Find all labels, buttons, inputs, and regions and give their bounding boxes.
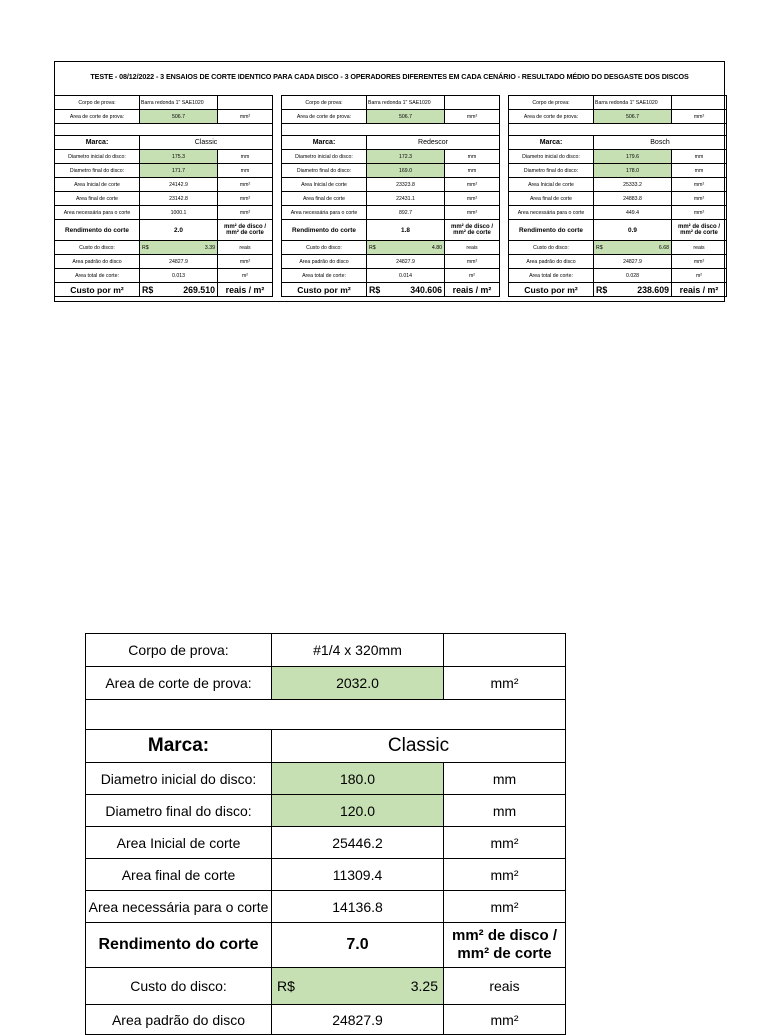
- unit-mm2: mm²: [218, 178, 273, 192]
- value-marca: Redescor: [367, 136, 500, 150]
- value-diam-fin: 169.0: [367, 164, 445, 178]
- label-area-ini: Area Inicial de corte: [86, 827, 272, 859]
- unit-mm2: mm²: [445, 255, 500, 269]
- value-diam-ini: 172.3: [367, 150, 445, 164]
- label-marca: Marca:: [55, 136, 140, 150]
- unit-mm2: mm²: [444, 859, 566, 891]
- value-corpo: Barra redonda 1" SAE1020: [594, 96, 672, 110]
- unit-mm2: mm²: [672, 110, 727, 124]
- blank-row: [282, 124, 500, 136]
- label-corpo: Corpo de prova:: [509, 96, 594, 110]
- unit-mm2: mm²: [218, 110, 273, 124]
- unit-reais-m2: reais / m²: [672, 283, 727, 297]
- unit-mm2: mm²: [672, 192, 727, 206]
- unit-mm: mm: [218, 164, 273, 178]
- unit-mm: mm: [218, 150, 273, 164]
- currency-symbol: R$: [369, 284, 381, 295]
- label-area-prova: Area de corte de prova:: [86, 667, 272, 700]
- unit-reais: reais: [445, 241, 500, 255]
- empty-cell: [444, 634, 566, 667]
- value-custo: [272, 968, 444, 1005]
- label-diam-ini: Diametro inicial do disco:: [282, 150, 367, 164]
- label-marca: Marca:: [282, 136, 367, 150]
- label-custo-m2: Custo por m²: [509, 283, 594, 297]
- unit-mm: mm: [445, 164, 500, 178]
- label-custo-m2: Custo por m²: [55, 283, 140, 297]
- value-area-prova: 506.7: [367, 110, 445, 124]
- value-area-ini: 24142.9: [140, 178, 218, 192]
- label-marca: Marca:: [509, 136, 594, 150]
- custo-m2-amount: 238.609: [637, 284, 669, 295]
- value-area-nec: 449.4: [594, 206, 672, 220]
- value-rendimento: 1.8: [367, 220, 445, 241]
- unit-m2: m²: [218, 269, 273, 283]
- label-area-total: Area total de corte:: [509, 269, 594, 283]
- value-custo: [367, 241, 445, 255]
- currency-symbol: R$: [369, 244, 376, 251]
- test-table-redescor: [281, 95, 500, 297]
- value-area-nec: 892.7: [367, 206, 445, 220]
- label-area-total: Area total de corte:: [282, 269, 367, 283]
- value-marca: Classic: [272, 730, 566, 763]
- unit-rendimento: mm² de disco / mm² de corte: [444, 923, 566, 968]
- label-diam-fin: Diametro final do disco:: [282, 164, 367, 178]
- custo-amount: 3.39: [204, 244, 215, 251]
- value-diam-ini: 179.6: [594, 150, 672, 164]
- label-area-fin: Area final de corte: [509, 192, 594, 206]
- currency-symbol: R$: [596, 244, 603, 251]
- value-area-fin: 23142.8: [140, 192, 218, 206]
- currency-symbol: R$: [142, 284, 154, 295]
- value-area-padrao: 24827.9: [367, 255, 445, 269]
- unit-m2: m²: [445, 269, 500, 283]
- label-area-padrao: Area padrão do disco: [55, 255, 140, 269]
- label-diam-fin: Diametro final do disco:: [55, 164, 140, 178]
- value-custo: [140, 241, 218, 255]
- value-corpo: #1/4 x 320mm: [272, 634, 444, 667]
- value-area-total: 0.028: [594, 269, 672, 283]
- value-area-fin: 11309.4: [272, 859, 444, 891]
- unit-mm2: mm²: [445, 192, 500, 206]
- unit-mm: mm: [672, 164, 727, 178]
- value-diam-fin: 178.0: [594, 164, 672, 178]
- test-table-classic: [54, 95, 273, 297]
- unit-mm: mm: [444, 763, 566, 795]
- blank-row: [509, 124, 727, 136]
- value-custo-m2: [594, 283, 672, 297]
- value-diam-fin: 171.7: [140, 164, 218, 178]
- unit-reais-m2: reais / m²: [218, 283, 273, 297]
- label-rendimento: Rendimento do corte: [86, 923, 272, 968]
- value-marca: Bosch: [594, 136, 727, 150]
- unit-mm2: mm²: [672, 255, 727, 269]
- unit-mm2: mm²: [445, 206, 500, 220]
- empty-cell: [218, 96, 273, 110]
- value-rendimento: 0.9: [594, 220, 672, 241]
- unit-rendimento: mm² de disco / mm² de corte: [672, 220, 727, 241]
- label-area-nec: Area necessária para o corte: [55, 206, 140, 220]
- unit-mm2: mm²: [444, 891, 566, 923]
- value-area-fin: 24883.8: [594, 192, 672, 206]
- label-corpo: Corpo de prova:: [86, 634, 272, 667]
- unit-rendimento: mm² de disco / mm² de corte: [218, 220, 273, 241]
- label-area-fin: Area final de corte: [282, 192, 367, 206]
- unit-mm2: mm²: [672, 178, 727, 192]
- report-title: TESTE - 08/12/2022 - 3 ENSAIOS DE CORTE IDENTICO PARA CADA DISCO - 3 OPERADORES DIFERENTES EM CADA CENÁRIO - RESULTADO MÉDIO DO DESGASTE DOS DISCOS: [90, 71, 689, 81]
- value-area-nec: 1000.1: [140, 206, 218, 220]
- label-area-padrao: Area padrão do disco: [282, 255, 367, 269]
- unit-mm2: mm²: [672, 206, 727, 220]
- value-area-nec: 14136.8: [272, 891, 444, 923]
- label-area-nec: Area necessária para o corte: [86, 891, 272, 923]
- value-area-prova: 2032.0: [272, 667, 444, 700]
- value-diam-ini: 180.0: [272, 763, 444, 795]
- label-area-fin: Area final de corte: [55, 192, 140, 206]
- unit-mm: mm: [445, 150, 500, 164]
- label-area-padrao: Area padrão do disco: [86, 1005, 272, 1035]
- label-area-fin: Area final de corte: [86, 859, 272, 891]
- custo-m2-amount: 269.510: [183, 284, 215, 295]
- label-area-nec: Area necessária para o corte: [282, 206, 367, 220]
- label-area-prova: Area de corte de prova:: [282, 110, 367, 124]
- value-area-prova: 506.7: [594, 110, 672, 124]
- unit-reais: reais: [444, 968, 566, 1005]
- label-rendimento: Rendimento do corte: [509, 220, 594, 241]
- label-area-total: Area total de corte:: [55, 269, 140, 283]
- value-area-padrao: 24827.9: [594, 255, 672, 269]
- value-rendimento: 2.0: [140, 220, 218, 241]
- unit-mm2: mm²: [444, 1005, 566, 1035]
- value-area-padrao: 24827.9: [272, 1005, 444, 1035]
- label-corpo: Corpo de prova:: [55, 96, 140, 110]
- value-area-total: 0.013: [140, 269, 218, 283]
- value-custo-m2: [140, 283, 218, 297]
- label-rendimento: Rendimento do corte: [55, 220, 140, 241]
- label-area-ini: Area Inicial de corte: [509, 178, 594, 192]
- value-area-prova: 506.7: [140, 110, 218, 124]
- label-rendimento: Rendimento do corte: [282, 220, 367, 241]
- label-diam-fin: Diametro final do disco:: [86, 795, 272, 827]
- unit-mm2: mm²: [218, 255, 273, 269]
- unit-mm2: mm²: [445, 110, 500, 124]
- currency-symbol: R$: [596, 284, 608, 295]
- label-area-padrao: Area padrão do disco: [509, 255, 594, 269]
- blank-row: [86, 700, 566, 730]
- value-area-ini: 23323.8: [367, 178, 445, 192]
- currency-symbol: R$: [142, 244, 149, 251]
- label-area-ini: Area Inicial de corte: [282, 178, 367, 192]
- empty-cell: [672, 96, 727, 110]
- unit-reais-m2: reais / m²: [445, 283, 500, 297]
- label-custo: Custo do disco:: [55, 241, 140, 255]
- custo-amount: 6.68: [658, 244, 669, 251]
- label-diam-ini: Diametro inicial do disco:: [55, 150, 140, 164]
- value-area-total: 0.014: [367, 269, 445, 283]
- empty-cell: [445, 96, 500, 110]
- label-corpo: Corpo de prova:: [282, 96, 367, 110]
- value-marca: Classic: [140, 136, 273, 150]
- value-corpo: Barra redonda 1" SAE1020: [140, 96, 218, 110]
- label-diam-fin: Diametro final do disco:: [509, 164, 594, 178]
- blank-row: [55, 124, 273, 136]
- label-area-prova: Area de corte de prova:: [55, 110, 140, 124]
- value-diam-ini: 175.3: [140, 150, 218, 164]
- unit-mm2: mm²: [218, 192, 273, 206]
- value-custo-m2: [367, 283, 445, 297]
- value-area-ini: 25446.2: [272, 827, 444, 859]
- label-area-ini: Area Inicial de corte: [55, 178, 140, 192]
- value-area-padrao: 24827.9: [140, 255, 218, 269]
- label-diam-ini: Diametro inicial do disco:: [86, 763, 272, 795]
- unit-mm: mm: [444, 795, 566, 827]
- value-area-ini: 25333.2: [594, 178, 672, 192]
- test-table-bosch: [508, 95, 727, 297]
- detail-table-classic: [85, 633, 566, 1035]
- custo-amount: 4.80: [431, 244, 442, 251]
- unit-mm2: mm²: [444, 827, 566, 859]
- custo-amount: 3.25: [410, 978, 438, 994]
- unit-rendimento: mm² de disco / mm² de corte: [445, 220, 500, 241]
- unit-mm2: mm²: [218, 206, 273, 220]
- value-corpo: Barra redonda 1" SAE1020: [367, 96, 445, 110]
- unit-mm2: mm²: [444, 667, 566, 700]
- label-custo: Custo do disco:: [509, 241, 594, 255]
- value-rendimento: 7.0: [272, 923, 444, 968]
- label-area-prova: Area de corte de prova:: [509, 110, 594, 124]
- value-diam-fin: 120.0: [272, 795, 444, 827]
- label-diam-ini: Diametro inicial do disco:: [509, 150, 594, 164]
- label-custo-m2: Custo por m²: [282, 283, 367, 297]
- label-custo: Custo do disco:: [86, 968, 272, 1005]
- unit-reais: reais: [672, 241, 727, 255]
- value-custo: [594, 241, 672, 255]
- currency-symbol: R$: [277, 978, 295, 994]
- unit-mm2: mm²: [445, 178, 500, 192]
- custo-m2-amount: 340.606: [410, 284, 442, 295]
- label-area-nec: Area necessária para o corte: [509, 206, 594, 220]
- value-area-fin: 22431.1: [367, 192, 445, 206]
- unit-m2: m²: [672, 269, 727, 283]
- label-custo: Custo do disco:: [282, 241, 367, 255]
- unit-reais: reais: [218, 241, 273, 255]
- label-marca: Marca:: [86, 730, 272, 763]
- unit-mm: mm: [672, 150, 727, 164]
